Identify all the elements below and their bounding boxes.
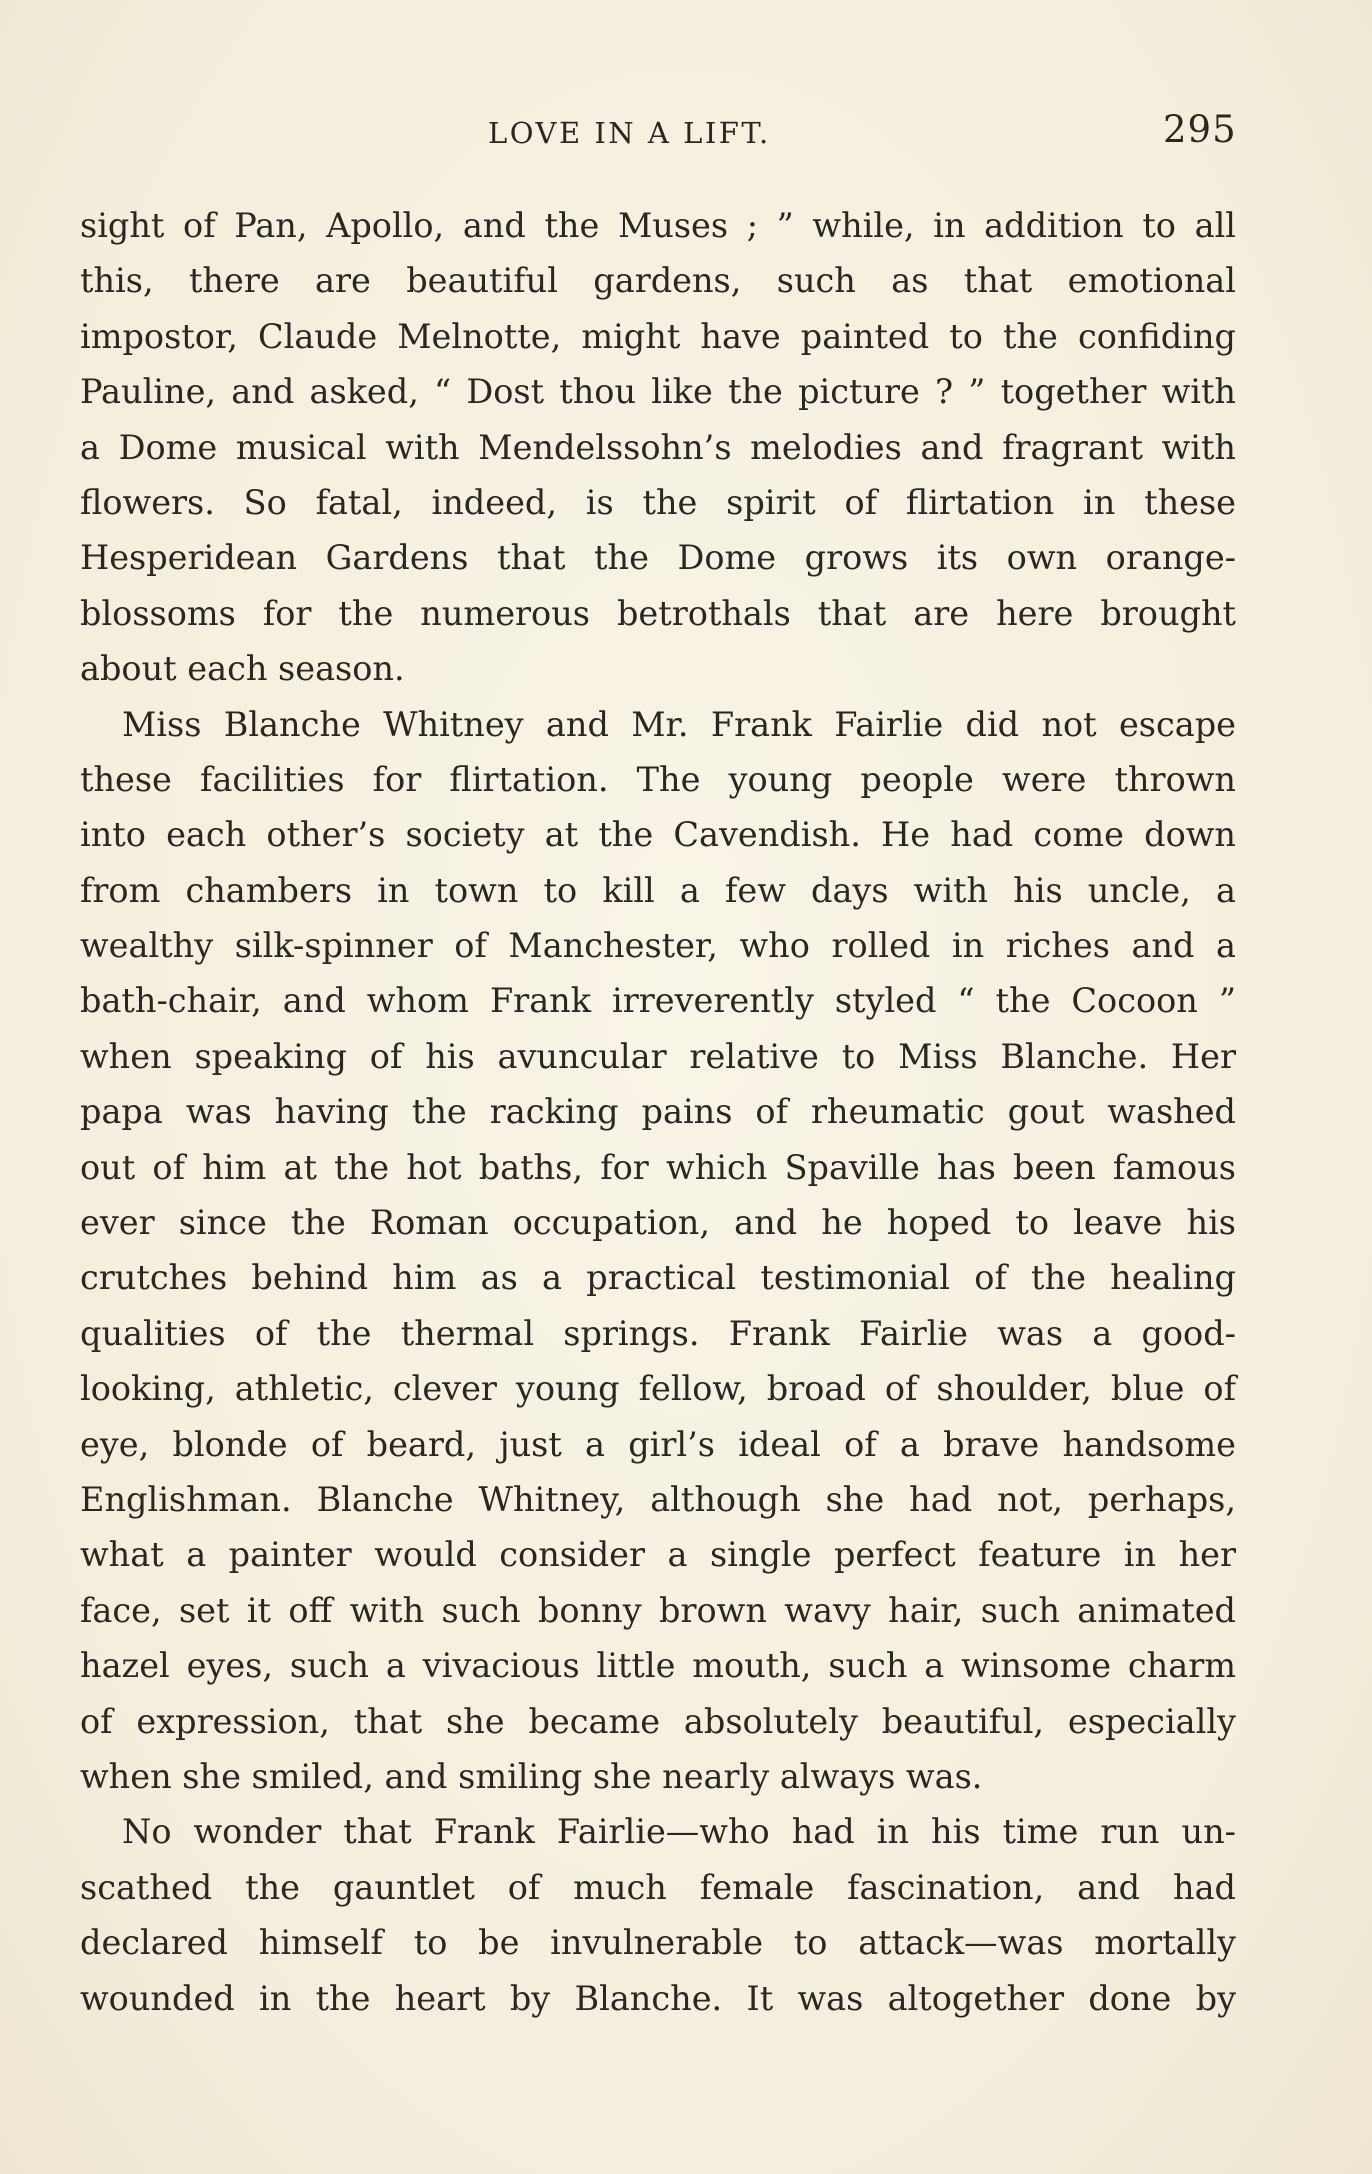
text-line: crutches behind him as a practical testimonial of the healing (80, 1258, 1236, 1298)
text-line: out of him at the hot baths, for which Spaville has been famous (80, 1147, 1236, 1187)
text-line: looking, athletic, clever young fellow, broad of shoulder, blue of (80, 1369, 1236, 1409)
text-line: bath-chair, and whom Frank irreverently styled “ the Cocoon ” (80, 981, 1236, 1021)
text-line: into each other’s society at the Cavendish. He had come down (80, 815, 1236, 855)
text-line: from chambers in town to kill a few days with his uncle, a (80, 870, 1236, 910)
text-line: these facilities for flirtation. The young people were thrown (80, 759, 1236, 799)
text-line: hazel eyes, such a vivacious little mouth, such a winsome charm (80, 1646, 1236, 1686)
text-line: impostor, Claude Melnotte, might have painted to the confiding (80, 316, 1236, 356)
text-line: No wonder that Frank Fairlie—who had in his time run un- (122, 1812, 1236, 1852)
text-line: a Dome musical with Mendelssohn’s melodies and fragrant with (80, 427, 1236, 467)
text-line: Pauline, and asked, “ Dost thou like the picture ? ” together with (80, 372, 1236, 412)
text-line: wounded in the heart by Blanche. It was altogether done by (80, 1978, 1236, 2018)
running-head (0, 108, 1372, 158)
text-line: when speaking of his avuncular relative to Miss Blanche. Her (80, 1036, 1236, 1076)
text-line: Englishman. Blanche Whitney, although she had not, perhaps, (80, 1479, 1236, 1519)
page-number: 295 (1163, 108, 1237, 151)
text-line: about each season. (80, 649, 405, 689)
text-line: eye, blonde of beard, just a girl’s ideal of a brave handsome (80, 1424, 1236, 1464)
text-line: Miss Blanche Whitney and Mr. Frank Fairlie did not escape (122, 704, 1236, 744)
body-text (80, 198, 1236, 2026)
running-title: LOVE IN A LIFT. (488, 116, 771, 150)
text-line: flowers. So fatal, indeed, is the spirit of flirtation in these (80, 482, 1236, 522)
text-line: declared himself to be invulnerable to attack—was mortally (80, 1923, 1236, 1963)
text-line: of expression, that she became absolutely beautiful, especially (80, 1701, 1236, 1741)
text-line: Hesperidean Gardens that the Dome grows its own orange- (80, 538, 1236, 578)
text-line: ever since the Roman occupation, and he hoped to leave his (80, 1203, 1236, 1243)
text-line: qualities of the thermal springs. Frank Fairlie was a good- (80, 1313, 1236, 1353)
text-line: what a painter would consider a single perfect feature in her (80, 1535, 1236, 1575)
text-line: scathed the gauntlet of much female fascination, and had (80, 1867, 1236, 1907)
text-line: this, there are beautiful gardens, such as that emotional (80, 261, 1236, 301)
text-line: papa was having the racking pains of rheumatic gout washed (80, 1092, 1236, 1132)
text-line: when she smiled, and smiling she nearly always was. (80, 1756, 983, 1796)
text-line: blossoms for the numerous betrothals that are here brought (80, 593, 1236, 633)
text-line: wealthy silk-spinner of Manchester, who rolled in riches and a (80, 926, 1236, 966)
text-line: face, set it off with such bonny brown wavy hair, such animated (80, 1590, 1236, 1630)
text-line: sight of Pan, Apollo, and the Muses ; ” while, in addition to all (80, 206, 1236, 245)
